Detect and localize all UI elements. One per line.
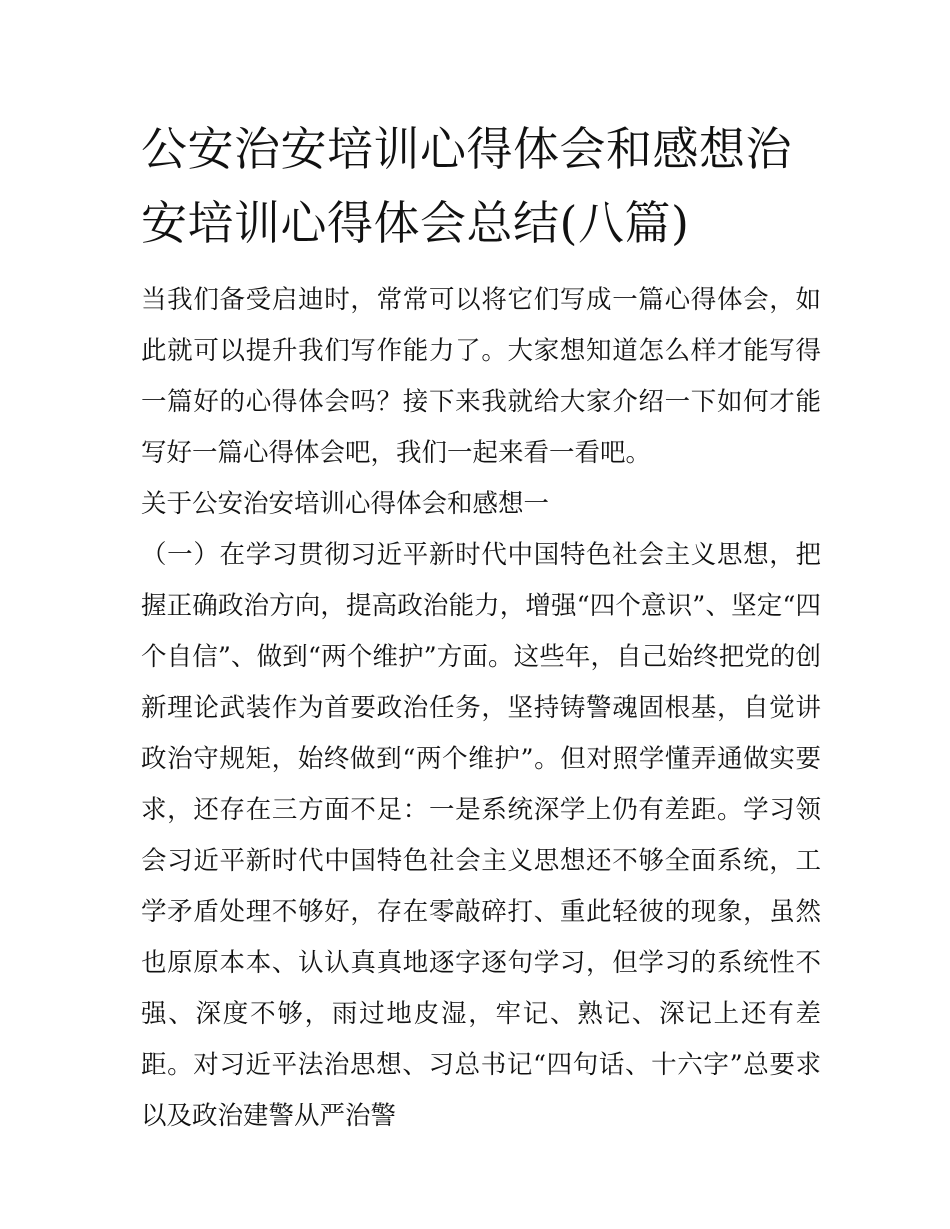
- document-title: 公安治安培训心得体会和感想治安培训心得体会总结(八篇): [141, 122, 792, 250]
- section-heading: 关于公安治安培训心得体会和感想一: [141, 489, 550, 519]
- document-body: [141, 275, 821, 1142]
- body-paragraph: （一）在学习贯彻习近平新时代中国特色社会主义思想，把握正确政治方向，提高政治能力，增强“四个意识”、坚定“四个自信”、做到“两个维护”方面。这些年，自己始终把党的创新理论武装作为首要政治任务，坚持铸警魂固根基，自觉讲政治守规矩，始终做到“两个维护”。但对照学懂弄通做实要求，还存在三方面不足：一是系统深学上仍有差距。学习领会习近平新时代中国特色社会主义思想还不够全面系统，工学矛盾处理不够好，存在零敲碎打、重此轻彼的现象，虽然也原原本本、认认真真地逐字逐句学习，但学习的系统性不强、深度不够，雨过地皮湿，牢记、熟记、深记上还有差距。对习近平法治思想、习总书记“四句话、十六字”总要求以及政治建警从严治警: [141, 540, 821, 1131]
- intro-paragraph: 当我们备受启迪时，常常可以将它们写成一篇心得体会，如此就可以提升我们写作能力了。大家想知道怎么样才能写得一篇好的心得体会吗？接下来我就给大家介绍一下如何才能写好一篇心得体会吧，我们一起来看一看吧。: [141, 285, 821, 468]
